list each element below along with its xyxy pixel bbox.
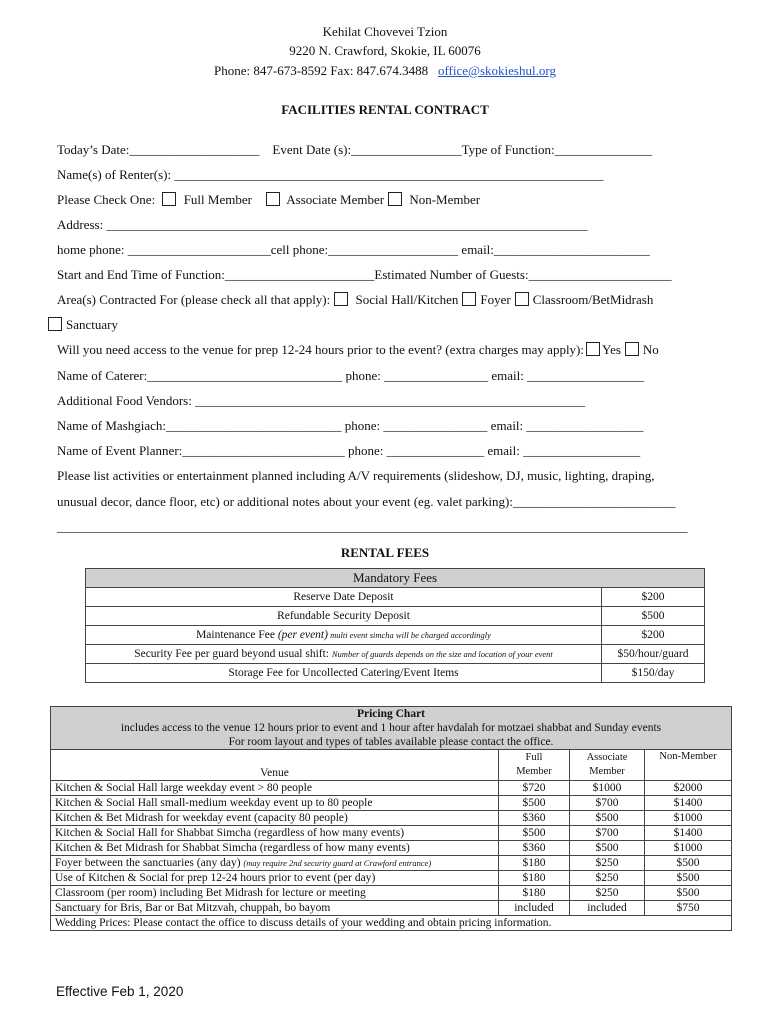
fee-note: multi event simcha will be charged accordingly <box>327 630 491 640</box>
fee-item: Security Fee per guard beyond usual shift: <box>134 648 332 660</box>
mashgiach-phone-label: phone: <box>344 418 381 433</box>
pricing-row <box>51 811 732 826</box>
pricing-full-price: $360 <box>499 811 570 826</box>
pricing-non-price: $500 <box>645 871 732 886</box>
vendors-line <box>57 393 585 409</box>
effective-date: Effective Feb 1, 2020 <box>56 984 184 999</box>
no-checkbox[interactable] <box>625 342 639 356</box>
pricing-venue: Sanctuary for Bris, Bar or Bat Mitzvah, chuppah, bo bayom <box>55 902 331 914</box>
fee-row <box>86 664 705 683</box>
pricing-row <box>51 796 732 811</box>
address-line <box>57 217 587 233</box>
col-full-member: Full Member <box>499 750 570 781</box>
areas-label: Area(s) Contracted For (please check all that apply): <box>57 292 331 307</box>
pricing-row <box>51 781 732 796</box>
check-one-label: Please Check One: <box>57 192 156 207</box>
mashgiach-email-field[interactable]: __________________ <box>526 418 644 433</box>
renters-field[interactable]: __________________________________________________________________ <box>174 167 604 182</box>
fee-row <box>86 626 705 645</box>
home-phone-field[interactable]: ______________________ <box>127 242 271 257</box>
pricing-chart-header <box>51 707 732 750</box>
full-member-label: Full Member <box>183 192 252 207</box>
caterer-email-field[interactable]: __________________ <box>527 368 645 383</box>
pricing-non-price: $500 <box>645 886 732 901</box>
planner-phone-field[interactable]: _______________ <box>386 443 485 458</box>
areas-line <box>57 292 653 308</box>
pricing-column-headers <box>51 750 732 781</box>
mandatory-fees-header: Mandatory Fees <box>86 569 705 588</box>
email-link[interactable]: office@skokieshul.org <box>437 63 556 78</box>
pricing-assoc-price: $700 <box>570 826 645 841</box>
caterer-phone-field[interactable]: ________________ <box>384 368 489 383</box>
fee-row <box>86 588 705 607</box>
rental-fees-title: RENTAL FEES <box>340 545 430 560</box>
type-function-label: Type of Function: <box>461 142 555 157</box>
time-line <box>57 267 672 283</box>
org-name: Kehilat Chovevei Tzion <box>322 24 448 39</box>
phone-fax: Phone: 847-673-8592 Fax: 847.674.3488 <box>214 63 429 78</box>
pricing-full-price: $500 <box>499 826 570 841</box>
fee-row <box>86 645 705 664</box>
pricing-non-price: $750 <box>645 901 732 916</box>
pricing-assoc-price: $250 <box>570 886 645 901</box>
mashgiach-field[interactable]: ___________________________ <box>166 418 342 433</box>
full-member-checkbox[interactable] <box>162 192 176 206</box>
pricing-full-price: $360 <box>499 841 570 856</box>
foyer-checkbox[interactable] <box>462 292 476 306</box>
planner-email-field[interactable]: __________________ <box>523 443 641 458</box>
planner-field[interactable]: _________________________ <box>182 443 345 458</box>
address-label: Address: <box>57 217 104 232</box>
activities-label-1: Please list activities or entertainment planned including A/V requirements (slideshow, DJ, music, lighting, draping, <box>57 468 655 483</box>
pricing-row <box>51 856 732 871</box>
pricing-venue: Kitchen & Social Hall small-medium weekday event up to 80 people <box>55 797 373 809</box>
home-phone-label: home phone: <box>57 242 125 257</box>
pricing-chart-title: Pricing Chart <box>356 708 426 720</box>
pricing-non-price: $1000 <box>645 811 732 826</box>
activities-field[interactable]: _________________________ <box>512 494 676 509</box>
social-hall-checkbox[interactable] <box>334 292 348 306</box>
pricing-non-price: $2000 <box>645 781 732 796</box>
pricing-full-price: $720 <box>499 781 570 796</box>
pricing-venue: Classroom (per room) including Bet Midrash for lecture or meeting <box>55 887 366 899</box>
social-hall-label: Social Hall/Kitchen <box>355 292 459 307</box>
pricing-venue-note: (may require 2nd security guard at Crawford entrance) <box>243 858 432 868</box>
caterer-email-label: email: <box>491 368 524 383</box>
mashgiach-line <box>57 418 643 434</box>
guests-label: Estimated Number of Guests: <box>374 267 529 282</box>
pricing-venue: Use of Kitchen & Social for prep 12-24 hours prior to event (per day) <box>55 872 376 884</box>
pricing-venue: Kitchen & Bet Midrash for Shabbat Simcha (regardless of how many events) <box>55 842 410 854</box>
col-associate-member: Associate Member <box>570 750 645 781</box>
yes-label: Yes <box>602 342 621 357</box>
col-venue: Venue <box>51 750 499 781</box>
org-address: 9220 N. Crawford, Skokie, IL 60076 <box>289 43 481 58</box>
todays-date-label: Today’s Date: <box>57 142 130 157</box>
associate-member-checkbox[interactable] <box>266 192 280 206</box>
type-function-field[interactable]: _______________ <box>554 142 653 157</box>
pricing-full-price: $180 <box>499 886 570 901</box>
mashgiach-email-label: email: <box>490 418 524 433</box>
fee-item-italic: (per event) <box>277 629 328 641</box>
yes-checkbox[interactable] <box>586 342 600 356</box>
contract-title: FACILITIES RENTAL CONTRACT <box>281 102 489 117</box>
date-line <box>57 142 652 158</box>
non-member-checkbox[interactable] <box>388 192 402 206</box>
pricing-chart-subtitle-2: For room layout and types of tables available please contact the office. <box>228 736 554 748</box>
email-field[interactable]: ________________________ <box>493 242 650 257</box>
event-date-field[interactable]: _________________ <box>351 142 462 157</box>
classroom-label: Classroom/BetMidrash <box>532 292 654 307</box>
food-vendors-label: Additional Food Vendors: <box>57 393 192 408</box>
guests-field[interactable]: ______________________ <box>528 267 672 282</box>
cell-phone-label: cell phone: <box>270 242 329 257</box>
fee-item: Storage Fee for Uncollected Catering/Event Items <box>228 667 459 679</box>
planner-phone-label: phone: <box>348 443 384 458</box>
planner-email-label: email: <box>487 443 520 458</box>
pricing-assoc-price: $1000 <box>570 781 645 796</box>
pricing-full-price: $180 <box>499 871 570 886</box>
caterer-label: Name of Caterer: <box>57 368 148 383</box>
pricing-assoc-price: $250 <box>570 856 645 871</box>
membership-line <box>57 192 480 208</box>
planner-label: Name of Event Planner: <box>57 443 183 458</box>
pricing-assoc-price: $500 <box>570 841 645 856</box>
address-field[interactable]: __________________________________________________________________________ <box>106 217 588 232</box>
sanctuary-checkbox[interactable] <box>48 317 62 331</box>
pricing-full-price: included <box>499 901 570 916</box>
sanctuary-line <box>48 317 118 333</box>
pricing-row <box>51 886 732 901</box>
no-label: No <box>642 342 659 357</box>
associate-member-label: Associate Member <box>286 192 385 207</box>
fee-amount: $200 <box>602 588 705 607</box>
pricing-non-price: $500 <box>645 856 732 871</box>
foyer-label: Foyer <box>480 292 511 307</box>
pricing-non-price: $1000 <box>645 841 732 856</box>
caterer-line <box>57 368 644 384</box>
pricing-chart-table <box>50 706 732 931</box>
fee-amount: $500 <box>602 607 705 626</box>
wedding-prices-note: Wedding Prices: Please contact the office to discuss details of your wedding and obtain pricing information. <box>51 916 732 931</box>
pricing-chart-subtitle-1: includes access to the venue 12 hours prior to event and 1 hour after havdalah for motzaei shabbat and Sunday events <box>120 722 662 734</box>
fee-row <box>86 607 705 626</box>
contact-line <box>0 63 770 79</box>
mandatory-fees-table <box>85 568 705 683</box>
pricing-venue: Kitchen & Social Hall large weekday event > 80 people <box>55 782 312 794</box>
food-vendors-field[interactable]: ____________________________________________________________ <box>195 393 586 408</box>
pricing-non-price: $1400 <box>645 796 732 811</box>
pricing-assoc-price: $700 <box>570 796 645 811</box>
pricing-non-price: $1400 <box>645 826 732 841</box>
activities-extra-field[interactable]: _________________________________________________________________________________________________ <box>57 519 688 534</box>
pricing-assoc-price: included <box>570 901 645 916</box>
fee-item: Maintenance Fee <box>196 629 278 641</box>
fee-note: Number of guards depends on the size and location of your event <box>331 649 553 659</box>
fee-amount: $150/day <box>602 664 705 683</box>
event-date-label: Event Date (s): <box>272 142 352 157</box>
planner-line <box>57 443 640 459</box>
mashgiach-label: Name of Mashgiach: <box>57 418 167 433</box>
pricing-venue: Foyer between the sanctuaries (any day) <box>55 857 244 869</box>
prep-access-label: Will you need access to the venue for prep 12-24 hours prior to the event? (extra charges may apply): <box>57 342 584 357</box>
sanctuary-label: Sanctuary <box>66 317 118 332</box>
pricing-row <box>51 901 732 916</box>
pricing-venue: Kitchen & Bet Midrash for weekday event (capacity 80 people) <box>55 812 348 824</box>
fee-amount: $50/hour/guard <box>602 645 705 664</box>
fee-item: Reserve Date Deposit <box>293 591 394 603</box>
email-label: email: <box>461 242 494 257</box>
fee-item: Refundable Security Deposit <box>277 610 410 622</box>
pricing-venue: Kitchen & Social Hall for Shabbat Simcha (regardless of how many events) <box>55 827 405 839</box>
col-non-member: Non-Member <box>645 750 732 781</box>
todays-date-field[interactable]: ____________________ <box>129 142 260 157</box>
pricing-row <box>51 841 732 856</box>
caterer-field[interactable]: ______________________________ <box>147 368 343 383</box>
start-end-field[interactable]: _______________________ <box>224 267 375 282</box>
non-member-label: Non-Member <box>409 192 481 207</box>
prep-line <box>57 342 659 358</box>
mashgiach-phone-field[interactable]: ________________ <box>383 418 488 433</box>
pricing-row <box>51 826 732 841</box>
renters-label: Name(s) of Renter(s): <box>57 167 172 182</box>
pricing-full-price: $180 <box>499 856 570 871</box>
phones-line <box>57 242 650 258</box>
caterer-phone-label: phone: <box>345 368 381 383</box>
cell-phone-field[interactable]: ____________________ <box>328 242 459 257</box>
pricing-row <box>51 871 732 886</box>
start-end-label: Start and End Time of Function: <box>57 267 225 282</box>
activities-label-2: unusual decor, dance floor, etc) or additional notes about your event (eg. valet parking): <box>57 494 513 509</box>
pricing-assoc-price: $500 <box>570 811 645 826</box>
renters-line <box>57 167 603 183</box>
pricing-full-price: $500 <box>499 796 570 811</box>
classroom-checkbox[interactable] <box>515 292 529 306</box>
pricing-assoc-price: $250 <box>570 871 645 886</box>
fee-amount: $200 <box>602 626 705 645</box>
activities-line-2 <box>57 494 675 510</box>
